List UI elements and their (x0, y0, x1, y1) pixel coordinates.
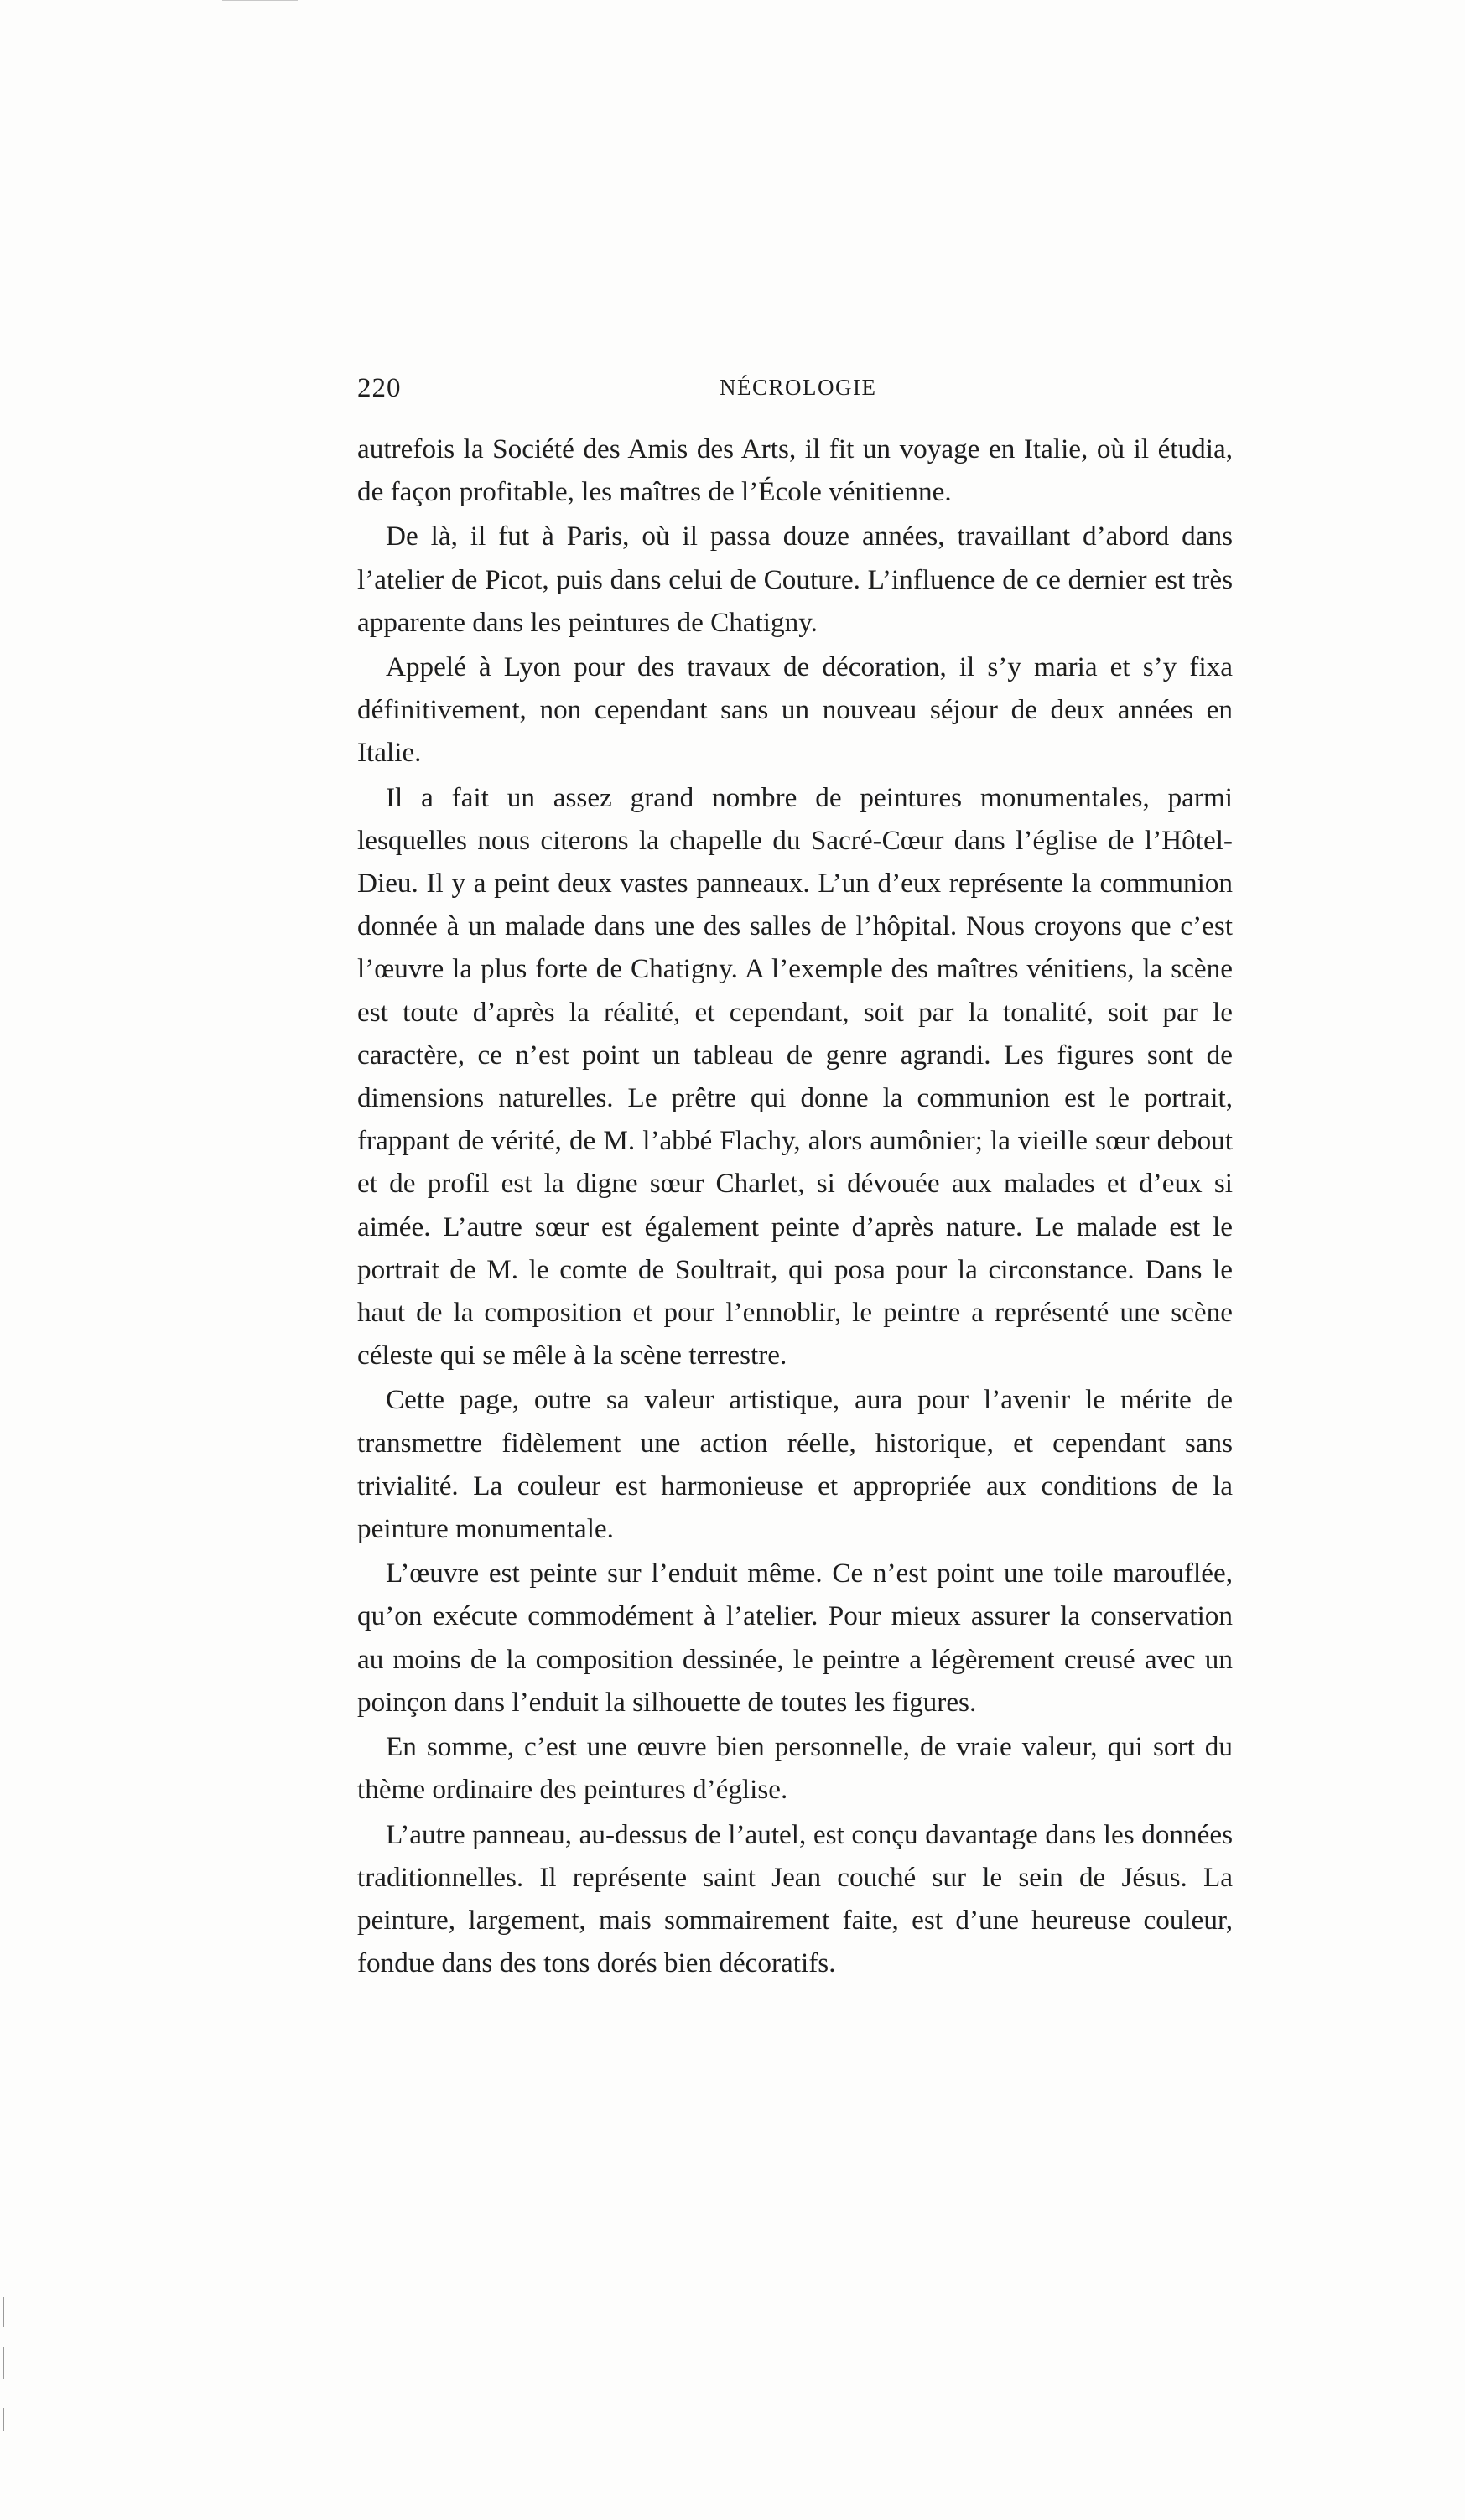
paragraph-continuation: autrefois la Société des Amis des Arts, il fit un voyage en Italie, où il étudia, de façon profitable, les maîtres de l’École vénitienne. (357, 433, 1233, 508)
running-head: NÉCROLOGIE (720, 375, 877, 400)
paragraph-lyon: Appelé à Lyon pour des travaux de décoration, il s’y maria et s’y fixa définitivement, non cependant sans un nouveau séjour de deux années en Italie. (357, 651, 1233, 769)
paragraph-paris: De là, il fut à Paris, où il passa douze années, travaillant d’abord dans l’atelier de Picot, puis dans celui de Couture. L’influence de ce dernier est très apparente dans les peintures de Chatigny. (357, 521, 1233, 638)
scan-mark-top (222, 0, 298, 1)
paragraph-artistic-value: Cette page, outre sa valeur artistique, aura pour l’avenir le mérite de transmettre fidèlement une action réelle, historique, et cependant sans trivialité. La couleur est harmonieuse et appropriée aux conditions de la peinture monumentale. (357, 1384, 1233, 1545)
scan-mark-left-2 (3, 2347, 4, 2379)
page-number: 220 (357, 373, 402, 403)
scan-mark-left-1 (3, 2297, 4, 2327)
scan-mark-left-3 (3, 2408, 4, 2431)
paragraph-technique: L’œuvre est peinte sur l’enduit même. Ce n’est point une toile marouflée, qu’on exécute commodément à l’atelier. Pour mieux assurer la conservation au moins de la composition dessinée, le peintre a légèrement creusé avec un poinçon dans l’enduit la silhouette de toutes les figures. (357, 1558, 1233, 1718)
page-header (357, 373, 1233, 423)
paragraph-summary: En somme, c’est une œuvre bien personnelle, de vraie valeur, qui sort du thème ordinaire des peintures d’église. (357, 1731, 1233, 1806)
paragraph-monumental-paintings: Il a fait un assez grand nombre de peintures monumentales, parmi lesquelles nous citerons la chapelle du Sacré-Cœur dans l’église de l’Hôtel-Dieu. Il y a peint deux vastes panneaux. L’un d’eux représente la communion donnée à un malade dans une des salles de l’hôpital. Nous croyons que c’est l’œuvre la plus forte de Chatigny. A l’exemple des maîtres vénitiens, la scène est toute d’après la réalité, et cependant, soit par la tonalité, soit par le caractère, ce n’est point un tableau de genre agrandi. Les figures sont de dimensions naturelles. Le prêtre qui donne la communion est le portrait, frappant de vérité, de M. l’abbé Flachy, alors aumônier; la vieille sœur debout et de profil est la digne sœur Charlet, si dévouée aux malades et d’eux si aimée. L’autre sœur est également peinte d’après nature. Le malade est le portrait de M. le comte de Soultrait, qui posa pour la circonstance. Dans le haut de la composition et pour l’ennoblir, le peintre a représenté une scène céleste qui se mêle à la scène terrestre. (357, 781, 1233, 1371)
paragraph-altar-panel: L’autre panneau, au-dessus de l’autel, est conçu davantage dans les données traditionnelles. Il représente saint Jean couché sur le sein de Jésus. La peinture, largement, mais sommairement faite, est d’une heureuse couleur, fondue dans des tons dorés bien décoratifs. (357, 1818, 1233, 1979)
body-text (357, 428, 1233, 1984)
